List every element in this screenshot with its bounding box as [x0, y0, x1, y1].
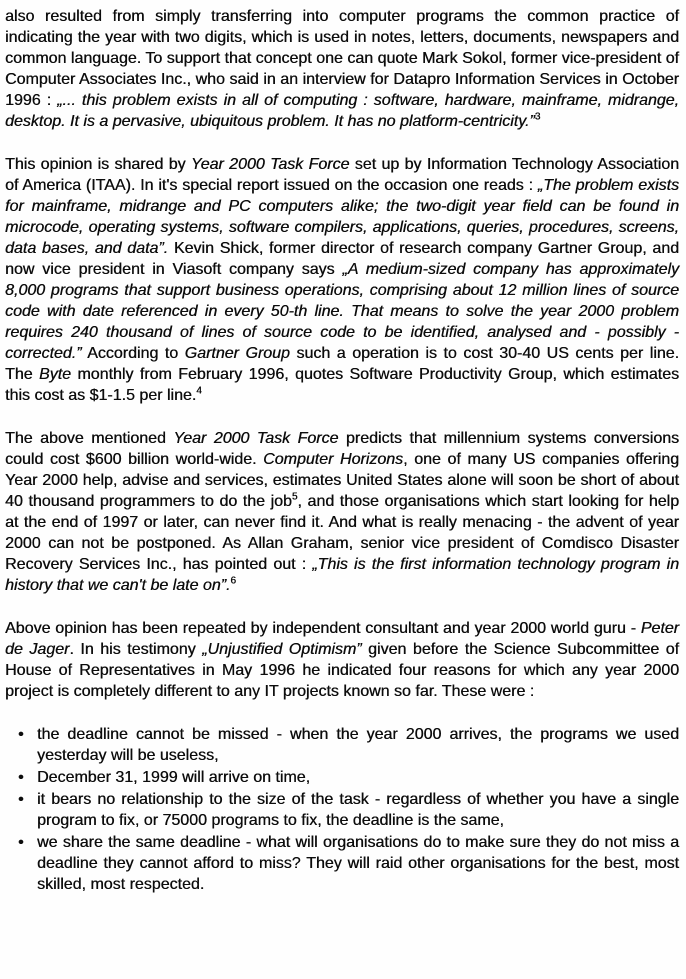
- text-run: . In his testimony: [69, 641, 203, 658]
- text-run: also resulted from simply transferring into computer programs the common practice of indicating the year with two digits, which is used in notes, letters, documents, newspapers and common language. To support that concept one can quote Mark Sokol, former vice-president of Computer Associates Inc., who said in an interview for Datapro Information Services in October 1996 :: [5, 8, 679, 109]
- paragraph-cost-predictions: [5, 428, 679, 596]
- text-run: Kevin Shick, former director of research company Gartner Group, and now vice president in Viasoft company says: [5, 240, 679, 278]
- bullet-item: [37, 789, 679, 831]
- quoted-text: Year 2000 Task Force: [173, 430, 339, 447]
- footnote-marker: 6: [230, 575, 236, 587]
- text-run: This opinion is shared by: [5, 156, 191, 173]
- text-run: the deadline cannot be missed - when the year 2000 arrives, the programs we used yesterday will be useless,: [37, 726, 679, 764]
- quoted-text: „The problem exists for mainframe, midrange and PC computers alike; the two-digit year field can be found in microcode, operating systems, software compilers, applications, queries, procedures, screens, data bases, and data”.: [5, 177, 679, 257]
- quoted-text: Byte: [38, 366, 71, 383]
- text-run: December 31, 1999 will arrive on time,: [37, 769, 311, 786]
- footnote-marker: 4: [196, 385, 202, 397]
- text-run: monthly from February 1996, quotes Software Productivity Group, which estimates this cost as $1-1.5 per line.: [5, 366, 680, 404]
- text-run: predicts that millennium systems conversions could cost $600 billion world-wide.: [5, 430, 680, 468]
- footnote-marker: 5: [291, 491, 298, 503]
- bullet-item: [37, 724, 679, 766]
- quoted-text: Computer Horizons: [263, 451, 404, 468]
- paragraph-de-jager: [5, 618, 679, 702]
- paragraph-two-digit-practice: [5, 6, 679, 132]
- text-run: we share the same deadline - what will organisations do to make sure they do not miss a deadline they cannot afford to miss? They will raid other organisations for the best, most skilled, most respected.: [37, 834, 679, 893]
- quoted-text: „Unjustified Optimism”: [202, 641, 362, 658]
- text-run: Above opinion has been repeated by independent consultant and year 2000 world guru -: [5, 620, 641, 637]
- quoted-text: „... this problem exists in all of computing : software, hardware, mainframe, midrange, desktop. It is a pervasive, ubiquitous problem. It has no platform-centricity.”: [5, 92, 679, 130]
- quoted-text: Year 2000 Task Force: [190, 156, 350, 173]
- text-run: , and those organisations which start looking for help at the end of 1997 or later, can never find it. And what is really menacing - the advent of year 2000 can not be postponed. As Allan Graham, senior vice president of Comdisco Disaster Recovery Services Inc., has pointed out :: [5, 493, 679, 573]
- text-run: such a operation is to cost 30-40 US cents per line. The: [5, 345, 680, 383]
- quoted-text: „This is the first information technology program in history that we can't be late on”.: [5, 556, 679, 594]
- bullet-list: [5, 724, 679, 895]
- bullet-item: [37, 832, 679, 895]
- quoted-text: Peter de Jager: [5, 620, 679, 658]
- paragraph-itaa-gartner: [5, 154, 679, 406]
- bullet-item: [37, 767, 679, 788]
- text-run: According to: [81, 345, 185, 362]
- text-run: it bears no relationship to the size of the task - regardless of whether you have a single program to fix, or 75000 programs to fix, the deadline is the same,: [37, 791, 679, 829]
- footnote-marker: 3: [534, 111, 541, 123]
- text-run: , one of many US companies offering Year 2000 help, advise and services, estimates United States alone will soon be short of about 40 thousand programmers to do the job: [5, 451, 680, 510]
- text-run: set up by Information Technology Association of America (ITAA). In it's special report issued on the occasion one reads :: [5, 156, 679, 194]
- quoted-text: Gartner Group: [184, 345, 290, 362]
- text-run: The above mentioned: [5, 430, 174, 447]
- text-run: given before the Science Subcommittee of House of Representatives in May 1996 he indicated four reasons for which any year 2000 project is completely different to any IT projects known so far. These were :: [5, 641, 680, 700]
- quoted-text: „A medium-sized company has approximately 8,000 programs that support business operations, comprising about 12 million lines of source code with date referenced in every 50-th line. That means to solve the year 2000 problem requires 240 thousand of lines of source code to be identified, analysed and - possibly - corrected.”: [5, 261, 680, 362]
